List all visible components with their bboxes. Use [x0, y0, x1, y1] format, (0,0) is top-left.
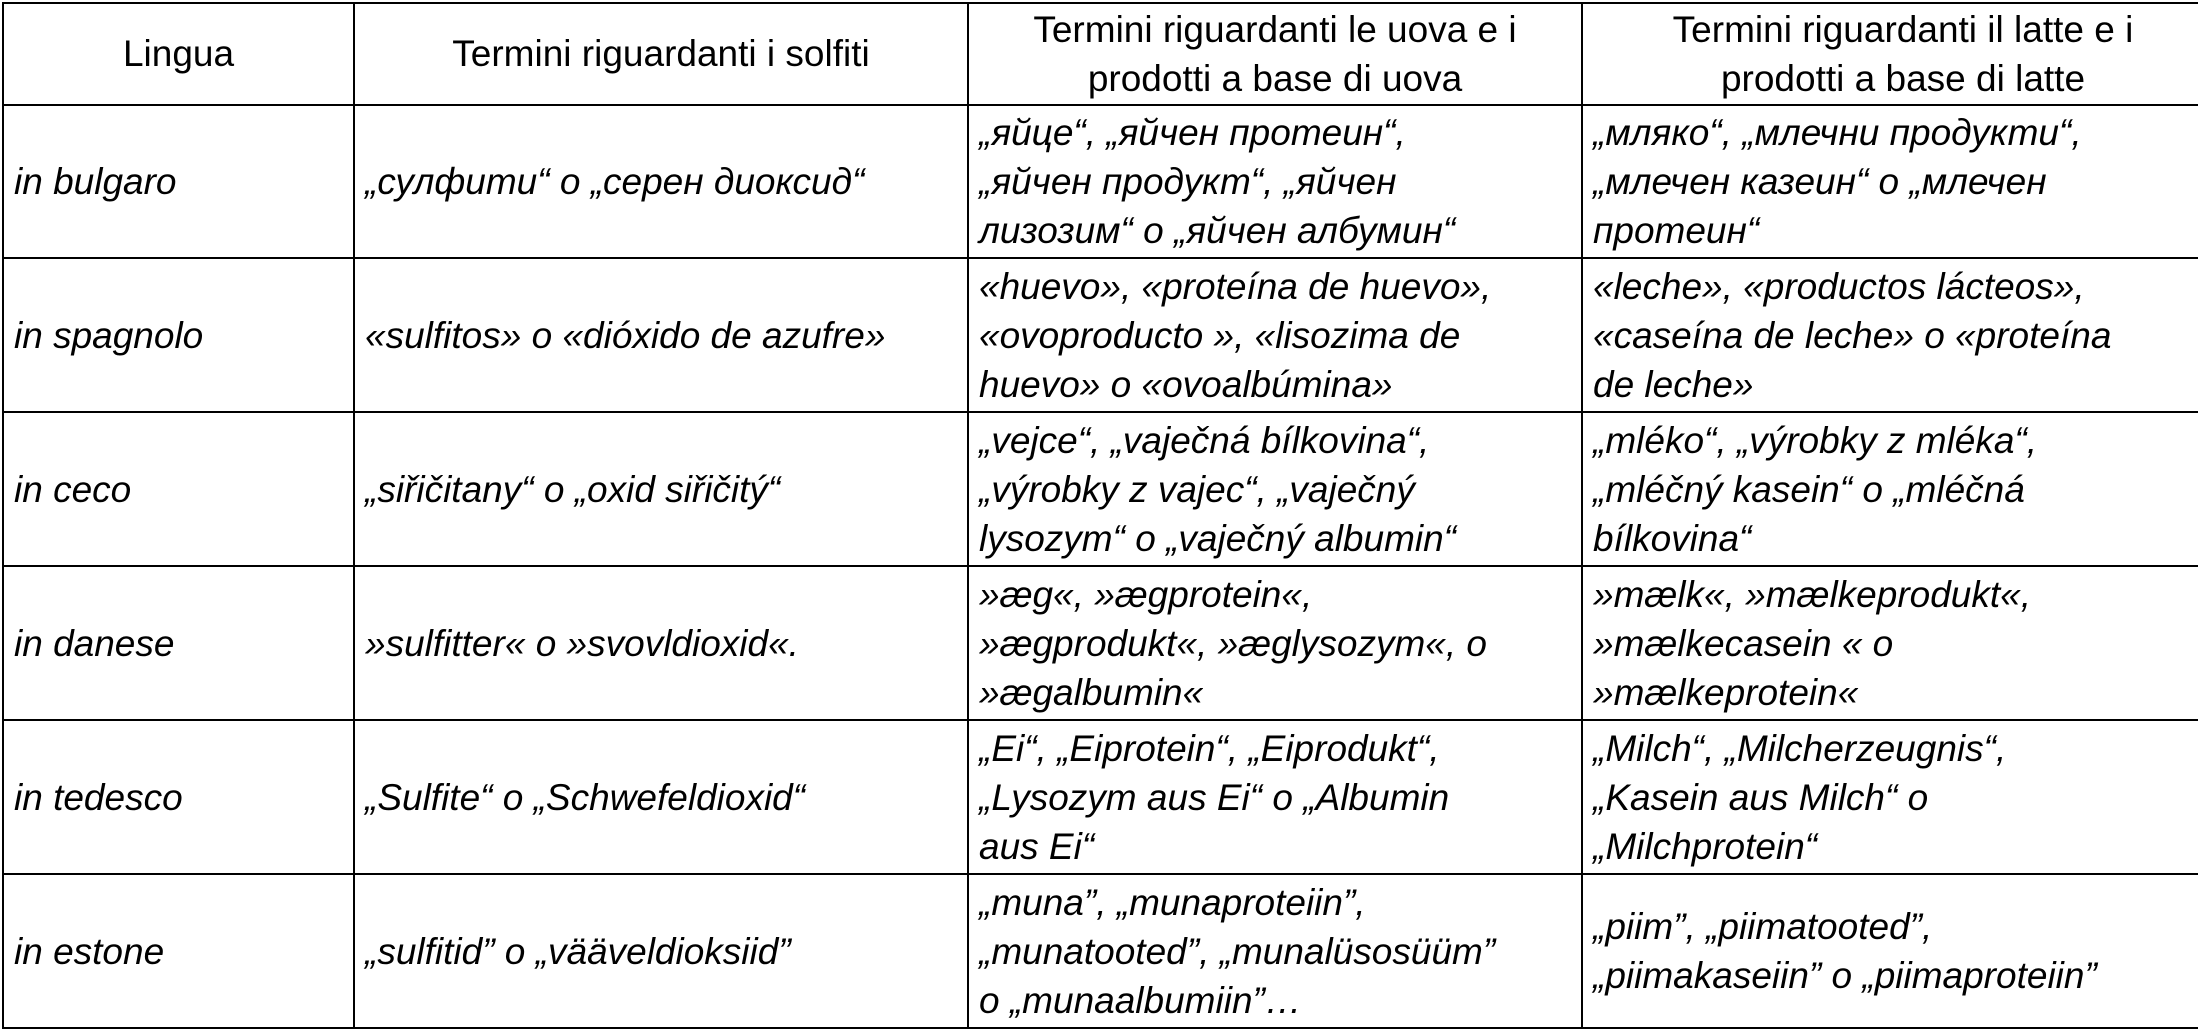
cell-sulfites: „siřičitany“ o „oxid siřičitý“ — [354, 412, 968, 566]
table-row — [3, 720, 2198, 874]
cell-language: in estone — [3, 874, 354, 1028]
cell-milk: «leche», «productos lácteos», «caseína de leche» o «proteína de leche» — [1582, 258, 2198, 412]
cell-sulfites: „Sulfite“ o „Schwefeldioxid“ — [354, 720, 968, 874]
table-header-row — [3, 3, 2198, 105]
table-row — [3, 412, 2198, 566]
allergen-terms-table — [2, 2, 2198, 1029]
table-row — [3, 258, 2198, 412]
header-language: Lingua — [3, 3, 354, 105]
cell-milk: „piim”, „piimatooted”, „piimakaseiin” o „piimaproteiin” — [1582, 874, 2198, 1028]
cell-milk: „мляко“, „млечни продукти“, „млечен казеин“ о „млечен протеин“ — [1582, 105, 2198, 259]
header-eggs: Termini riguardanti le uova e i prodotti a base di uova — [968, 3, 1582, 105]
cell-eggs: «huevo», «proteína de huevo», «ovoproducto », «lisozima de huevo» o «ovoalbúmina» — [968, 258, 1582, 412]
table-row — [3, 105, 2198, 259]
cell-language: in ceco — [3, 412, 354, 566]
cell-sulfites: «sulfitos» o «dióxido de azufre» — [354, 258, 968, 412]
cell-eggs: „Ei“, „Eiprotein“, „Eiprodukt“, „Lysozym aus Ei“ o „Albumin aus Ei“ — [968, 720, 1582, 874]
cell-sulfites: „сулфити“ о „серен диоксид“ — [354, 105, 968, 259]
cell-eggs: „vejce“, „vaječná bílkovina“, „výrobky z vajec“, „vaječný lysozym“ o „vaječný albumin“ — [968, 412, 1582, 566]
cell-sulfites: »sulfitter« o »svovldioxid«. — [354, 566, 968, 720]
table-row — [3, 566, 2198, 720]
header-milk: Termini riguardanti il latte e i prodotti a base di latte — [1582, 3, 2198, 105]
cell-language: in danese — [3, 566, 354, 720]
cell-eggs: „muna”, „munaproteiin”, „munatooted”, „munalüsosüüm” o „munaalbumiin”… — [968, 874, 1582, 1028]
cell-language: in bulgaro — [3, 105, 354, 259]
table-row — [3, 874, 2198, 1028]
cell-milk: „mléko“, „výrobky z mléka“, „mléčný kasein“ o „mléčná bílkovina“ — [1582, 412, 2198, 566]
cell-milk: »mælk«, »mælkeprodukt«, »mælkecasein « o »mælkeprotein« — [1582, 566, 2198, 720]
cell-language: in tedesco — [3, 720, 354, 874]
cell-milk: „Milch“, „Milcherzeugnis“, „Kasein aus Milch“ o „Milchprotein“ — [1582, 720, 2198, 874]
cell-eggs: »æg«, »ægprotein«, »ægprodukt«, »æglysozym«, o »ægalbumin« — [968, 566, 1582, 720]
cell-language: in spagnolo — [3, 258, 354, 412]
cell-eggs: „яйце“, „яйчен протеин“, „яйчен продукт“, „яйчен лизозим“ о „яйчен албумин“ — [968, 105, 1582, 259]
header-sulfites: Termini riguardanti i solfiti — [354, 3, 968, 105]
cell-sulfites: „sulfitid” o „vääveldioksiid” — [354, 874, 968, 1028]
